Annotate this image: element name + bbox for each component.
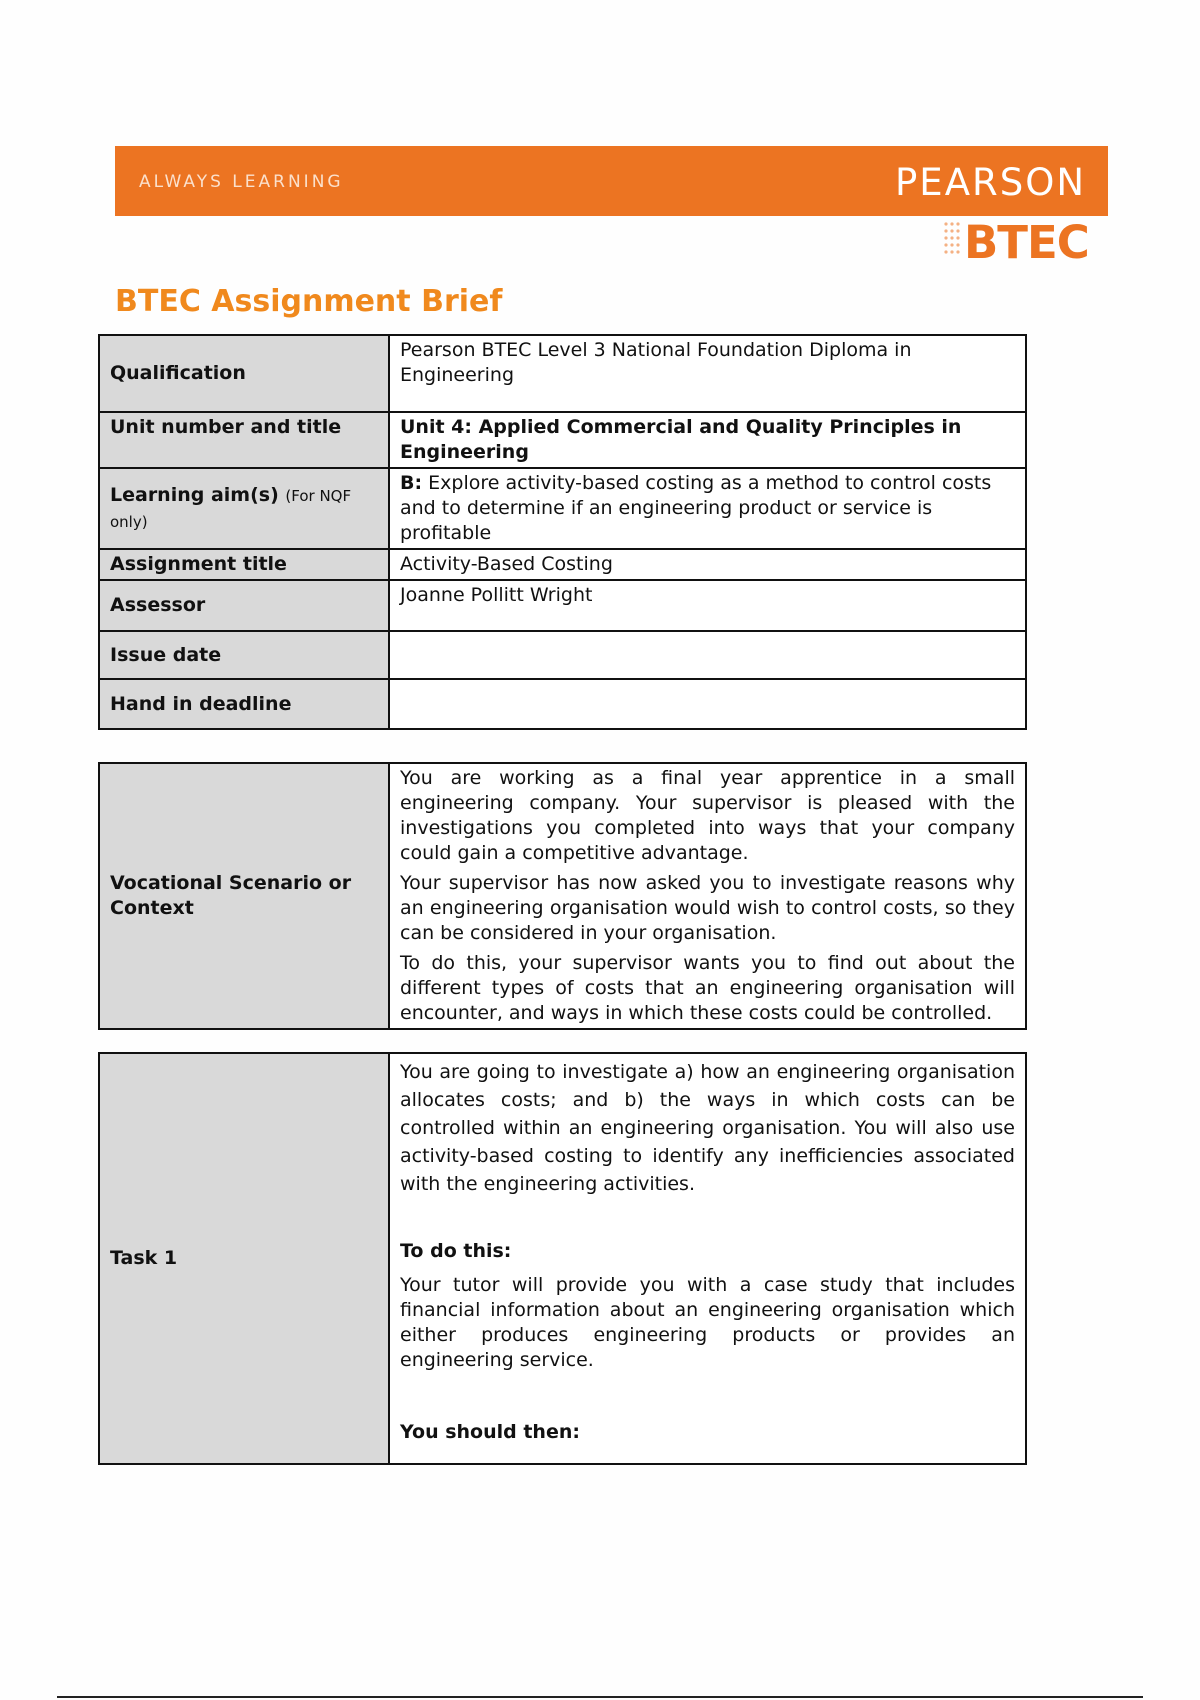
- issue-date-label: Issue date: [99, 631, 389, 679]
- task1-todo-heading: To do this:: [400, 1240, 512, 1262]
- task1-content: [389, 1053, 1026, 1464]
- page-title: BTEC Assignment Brief: [115, 284, 503, 319]
- table-row: [99, 631, 1026, 679]
- table-row: [99, 580, 1026, 631]
- learning-aim-prefix: B:: [400, 472, 423, 494]
- task1-then-heading: You should then:: [400, 1421, 580, 1443]
- deadline-label: Hand in deadline: [99, 679, 389, 729]
- assignment-details-table: [98, 334, 1027, 730]
- unit-value: Unit 4: Applied Commercial and Quality Principles in Engineering: [389, 412, 1026, 468]
- assignment-title-label: Assignment title: [99, 549, 389, 580]
- table-row: [99, 549, 1026, 580]
- assignment-title-value: Activity-Based Costing: [389, 549, 1026, 580]
- table-row: [99, 335, 1026, 412]
- assessor-label: Assessor: [99, 580, 389, 631]
- learning-aim-note: (For NQF only): [110, 486, 352, 531]
- learning-aim-value: Explore activity-based costing as a method to control costs and to determine if an engineering product or service is profitable: [400, 472, 992, 544]
- pearson-banner: [115, 146, 1108, 216]
- task1-label: Task 1: [99, 1053, 389, 1464]
- task1-todo-text: Your tutor will provide you with a case study that includes financial information about an engineering organisation which either produces engineering products or provides an engineering service.: [400, 1274, 1015, 1371]
- task1-table: [98, 1052, 1027, 1465]
- btec-dots-icon: [942, 220, 966, 260]
- footer-rule: [57, 1696, 1143, 1698]
- scenario-paragraph: You are working as a final year apprentice in a small engineering company. Your supervisor is pleased with the investigations you completed into ways that your company could gain a competitive advantage.: [400, 767, 1015, 864]
- btec-logo-text: BTEC: [964, 216, 1089, 269]
- learning-aim-value-cell: [389, 468, 1026, 549]
- scenario-paragraph: To do this, your supervisor wants you to find out about the different types of costs that an engineering organisation will encounter, and ways in which these costs could be controlled.: [400, 952, 1015, 1024]
- table-row: [99, 679, 1026, 729]
- table-row: [99, 763, 1026, 1029]
- qualification-value: Pearson BTEC Level 3 National Foundation Diploma in Engineering: [389, 335, 1026, 412]
- scenario-content: [389, 763, 1026, 1029]
- pearson-logo: PEARSON: [895, 161, 1086, 204]
- assessor-value: Joanne Pollitt Wright: [389, 580, 1026, 631]
- scenario-label: Vocational Scenario or Context: [99, 763, 389, 1029]
- scenario-table: [98, 762, 1027, 1030]
- table-row: [99, 412, 1026, 468]
- unit-label: Unit number and title: [99, 412, 389, 468]
- btec-logo: [942, 214, 1092, 268]
- banner-tagline: ALWAYS LEARNING: [139, 172, 344, 192]
- table-row: [99, 468, 1026, 549]
- task1-intro: You are going to investigate a) how an engineering organisation allocates costs; and b) the ways in which costs can be controlled within an engineering organisation. You will also use activity-based costing to identify any inefficiencies associated with the engineering activities.: [400, 1061, 1015, 1195]
- deadline-value: [389, 679, 1026, 729]
- learning-aim-label: Learning aim(s): [110, 483, 279, 506]
- table-row: [99, 1053, 1026, 1464]
- issue-date-value: [389, 631, 1026, 679]
- scenario-paragraph: Your supervisor has now asked you to investigate reasons why an engineering organisation would wish to control costs, so they can be considered in your organisation.: [400, 872, 1015, 944]
- learning-aim-label-cell: [99, 468, 389, 549]
- qualification-label: Qualification: [99, 335, 389, 412]
